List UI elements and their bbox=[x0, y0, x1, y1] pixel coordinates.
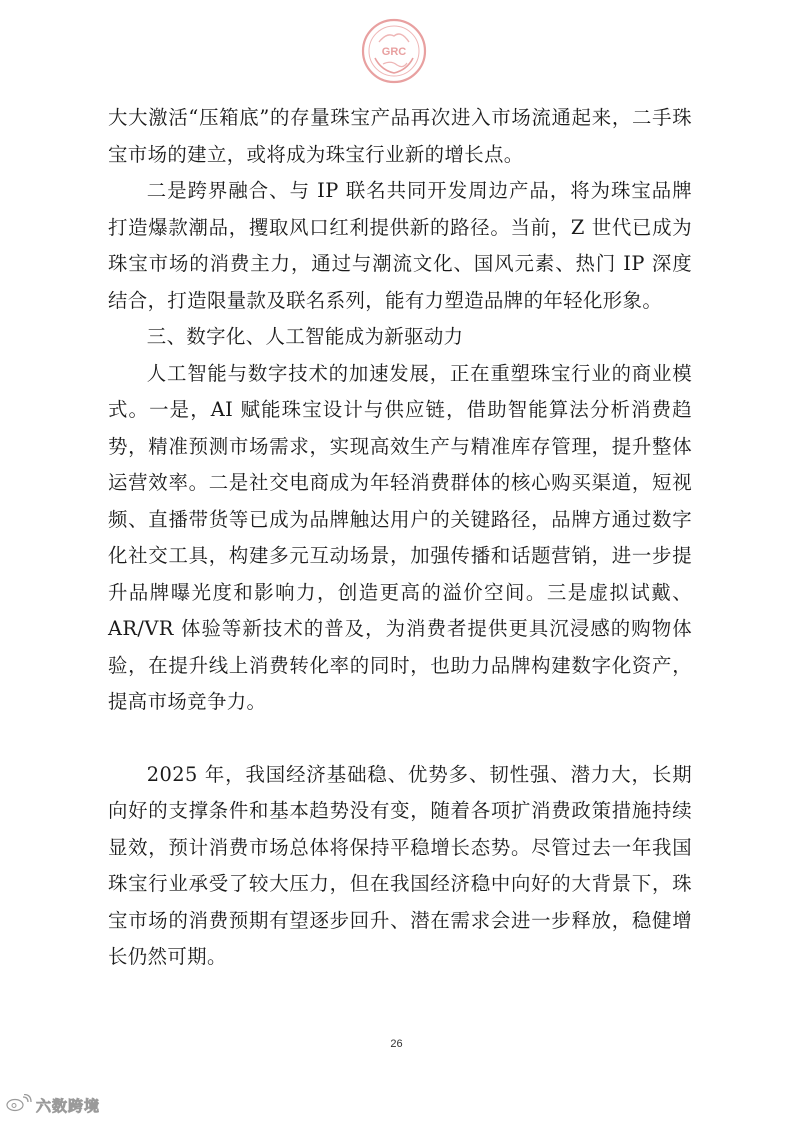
paragraph-continuation: 大大激活“压箱底”的存量珠宝产品再次进入市场流通起来，二手珠宝市场的建立，或将成为珠宝行业新的增长点。 bbox=[108, 106, 692, 166]
paragraph-outlook-2025: 2025 年，我国经济基础稳、优势多、韧性强、潜力大，长期向好的支撑条件和基本趋势没有变，随着各项扩消费政策措施持续显效，预计消费市场总体将保持平稳增长态势。尽管过去一年我国珠宝行业承受了较大压力，但在我国经济稳中向好的大背景下，珠宝市场的消费预期有望逐步回升、潜在需求会进一步释放，稳健增长仍然可期。 bbox=[108, 762, 692, 968]
weibo-logo-icon bbox=[6, 1094, 32, 1116]
logo-text: GRC bbox=[381, 46, 407, 58]
paragraph-ai-digital: 人工智能与数字技术的加速发展，正在重塑珠宝行业的商业模式。一是，AI 赋能珠宝设计与供应链，借助智能算法分析消费趋势，精准预测市场需求，实现高效生产与精准库存管理，提升整体运营效率。二是社交电商成为年轻消费群体的核心购买渠道，短视频、直播带货等已成为品牌触达用户的关键路径，品牌方通过数字化社交工具，构建多元互动场景，加强传播和话题营销，进一步提升品牌曝光度和影响力，创造更高的溢价空间。三是虚拟试戴、AR/VR 体验等新技术的普及，为消费者提供更具沉浸感的购物体验，在提升线上消费转化率的同时，也助力品牌构建数字化资产，提高市场竞争力。 bbox=[108, 361, 692, 713]
section-heading-digitalization: 三、数字化、人工智能成为新驱动力 bbox=[146, 325, 464, 348]
paragraph-ip-collaboration: 二是跨界融合、与 IP 联名共同开发周边产品，将为珠宝品牌打造爆款潮品，攫取风口红利提供新的路径。当前，Z 世代已成为珠宝市场的消费主力，通过与潮流文化、国风元素、热门 IP 深度结合，打造限量款及联名系列，能有力塑造品牌的年轻化形象。 bbox=[108, 179, 692, 312]
grc-seal-logo-icon bbox=[361, 18, 427, 84]
document-body bbox=[108, 100, 692, 976]
paragraph-gap bbox=[108, 721, 692, 757]
page-number: 26 bbox=[390, 1038, 403, 1050]
watermark-text: 六数跨境 bbox=[36, 1097, 101, 1115]
watermark bbox=[6, 1094, 100, 1116]
